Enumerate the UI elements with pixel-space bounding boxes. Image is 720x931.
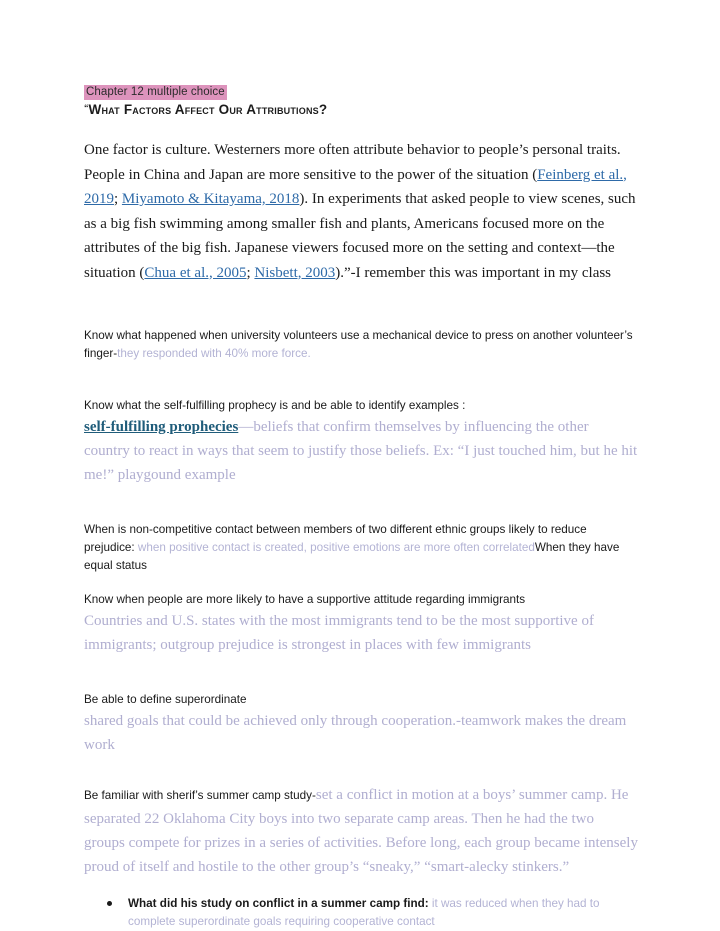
study-question-5: Be able to define superordinate bbox=[84, 693, 247, 706]
study-question-3: When is non-competitive contact between members of two different ethnic groups likely to reduce prejudice: bbox=[84, 523, 587, 554]
citation-separator-2: ; bbox=[246, 264, 255, 281]
key-term-self-fulfilling-prophecies[interactable]: self-fulfilling prophecies bbox=[84, 419, 239, 435]
heading-text: What Factors Affect Our Attributions? bbox=[88, 102, 328, 117]
spacer bbox=[84, 757, 638, 783]
study-item-1 bbox=[84, 327, 638, 363]
excerpt-text-part-3: ).”-I remember this was important in my class bbox=[335, 264, 612, 281]
study-question-1: Know what happened when university volunteers use a mechanical device to press on another volunteer’s finger- bbox=[84, 329, 633, 360]
bullet-question-1: What did his study on conflict in a summer camp find: bbox=[128, 897, 429, 910]
study-item-2-answer-block bbox=[84, 415, 638, 487]
citation-link-chua[interactable]: Chua et al., 2005 bbox=[144, 264, 247, 281]
page-title: Chapter 12 multiple choice bbox=[86, 86, 225, 98]
citation-separator-1: ; bbox=[114, 191, 122, 207]
study-question-3-tail: When they have equal status bbox=[84, 541, 620, 572]
study-answer-2: —beliefs that confirm themselves by influencing the other country to react in ways that seem to justify those beliefs. Ex: “I just touched him, but he hit me!” playgound example bbox=[84, 419, 638, 483]
spacer bbox=[84, 879, 638, 895]
study-answer-6: set a conflict in motion at a boys’ summer camp. He separated 22 Oklahoma City boys into two separate camp areas. Then he had the two groups compete for prizes in a series of activities. Before long, each group became intensely proud of itself and hostile to the other group’s “sneaky,” “smart-alecky stinkers.” bbox=[84, 787, 638, 875]
excerpt-text-part-2: ). In experiments that asked people to view scenes, such as a big fish swimming among smaller fish and plants, Americans focused more on the attributes of the big fish. Japanese viewers focused more on the setting and context—the situation ( bbox=[84, 191, 636, 281]
bullet-answer-1: it was reduced when they had to complete superordinate goals requiring cooperative contact bbox=[128, 897, 600, 928]
study-question-4: Know when people are more likely to have a supportive attitude regarding immigrants bbox=[84, 593, 526, 606]
bullet-list bbox=[84, 895, 638, 931]
study-answer-3: when positive contact is created, positive emotions are more often correlated bbox=[134, 541, 535, 554]
spacer bbox=[84, 363, 638, 397]
list-item bbox=[128, 895, 638, 931]
excerpt-text-part-1: One factor is culture. Westerners more often attribute behavior to people’s personal traits. People in China and Japan are more sensitive to the power of the situation ( bbox=[84, 142, 621, 183]
citation-link-nisbett[interactable]: Nisbett, 2003 bbox=[254, 264, 336, 281]
study-answer-1: they responded with 40% more force. bbox=[117, 347, 311, 360]
citation-link-miyamoto[interactable]: Miyamoto & Kitayama, 2018 bbox=[121, 191, 300, 207]
study-answer-5: shared goals that could be achieved only through cooperation.-teamwork makes the dream work bbox=[84, 713, 627, 753]
spacer bbox=[84, 657, 638, 691]
study-answer-4: Countries and U.S. states with the most immigrants tend to be the most supportive of immigrants; outgroup prejudice is strongest in places with few immigrants bbox=[84, 613, 594, 653]
study-question-6: Be familiar with sherif’s summer camp study- bbox=[84, 789, 316, 802]
section-heading bbox=[84, 100, 638, 118]
bullet-dot-icon bbox=[107, 901, 112, 906]
spacer bbox=[84, 311, 638, 327]
chapter-title-line bbox=[84, 82, 638, 100]
citation-link-feinberg[interactable]: Feinberg et al., 2019 bbox=[84, 166, 627, 207]
spacer bbox=[84, 487, 638, 521]
study-item-3 bbox=[84, 521, 638, 575]
heading-lead-quote: “ bbox=[84, 103, 89, 113]
study-question-2: Know what the self-fulfilling prophecy is and be able to identify examples : bbox=[84, 399, 466, 412]
study-item-6 bbox=[84, 783, 638, 879]
spacer bbox=[84, 575, 638, 591]
excerpt-paragraph bbox=[84, 138, 638, 285]
document-content bbox=[84, 82, 638, 931]
